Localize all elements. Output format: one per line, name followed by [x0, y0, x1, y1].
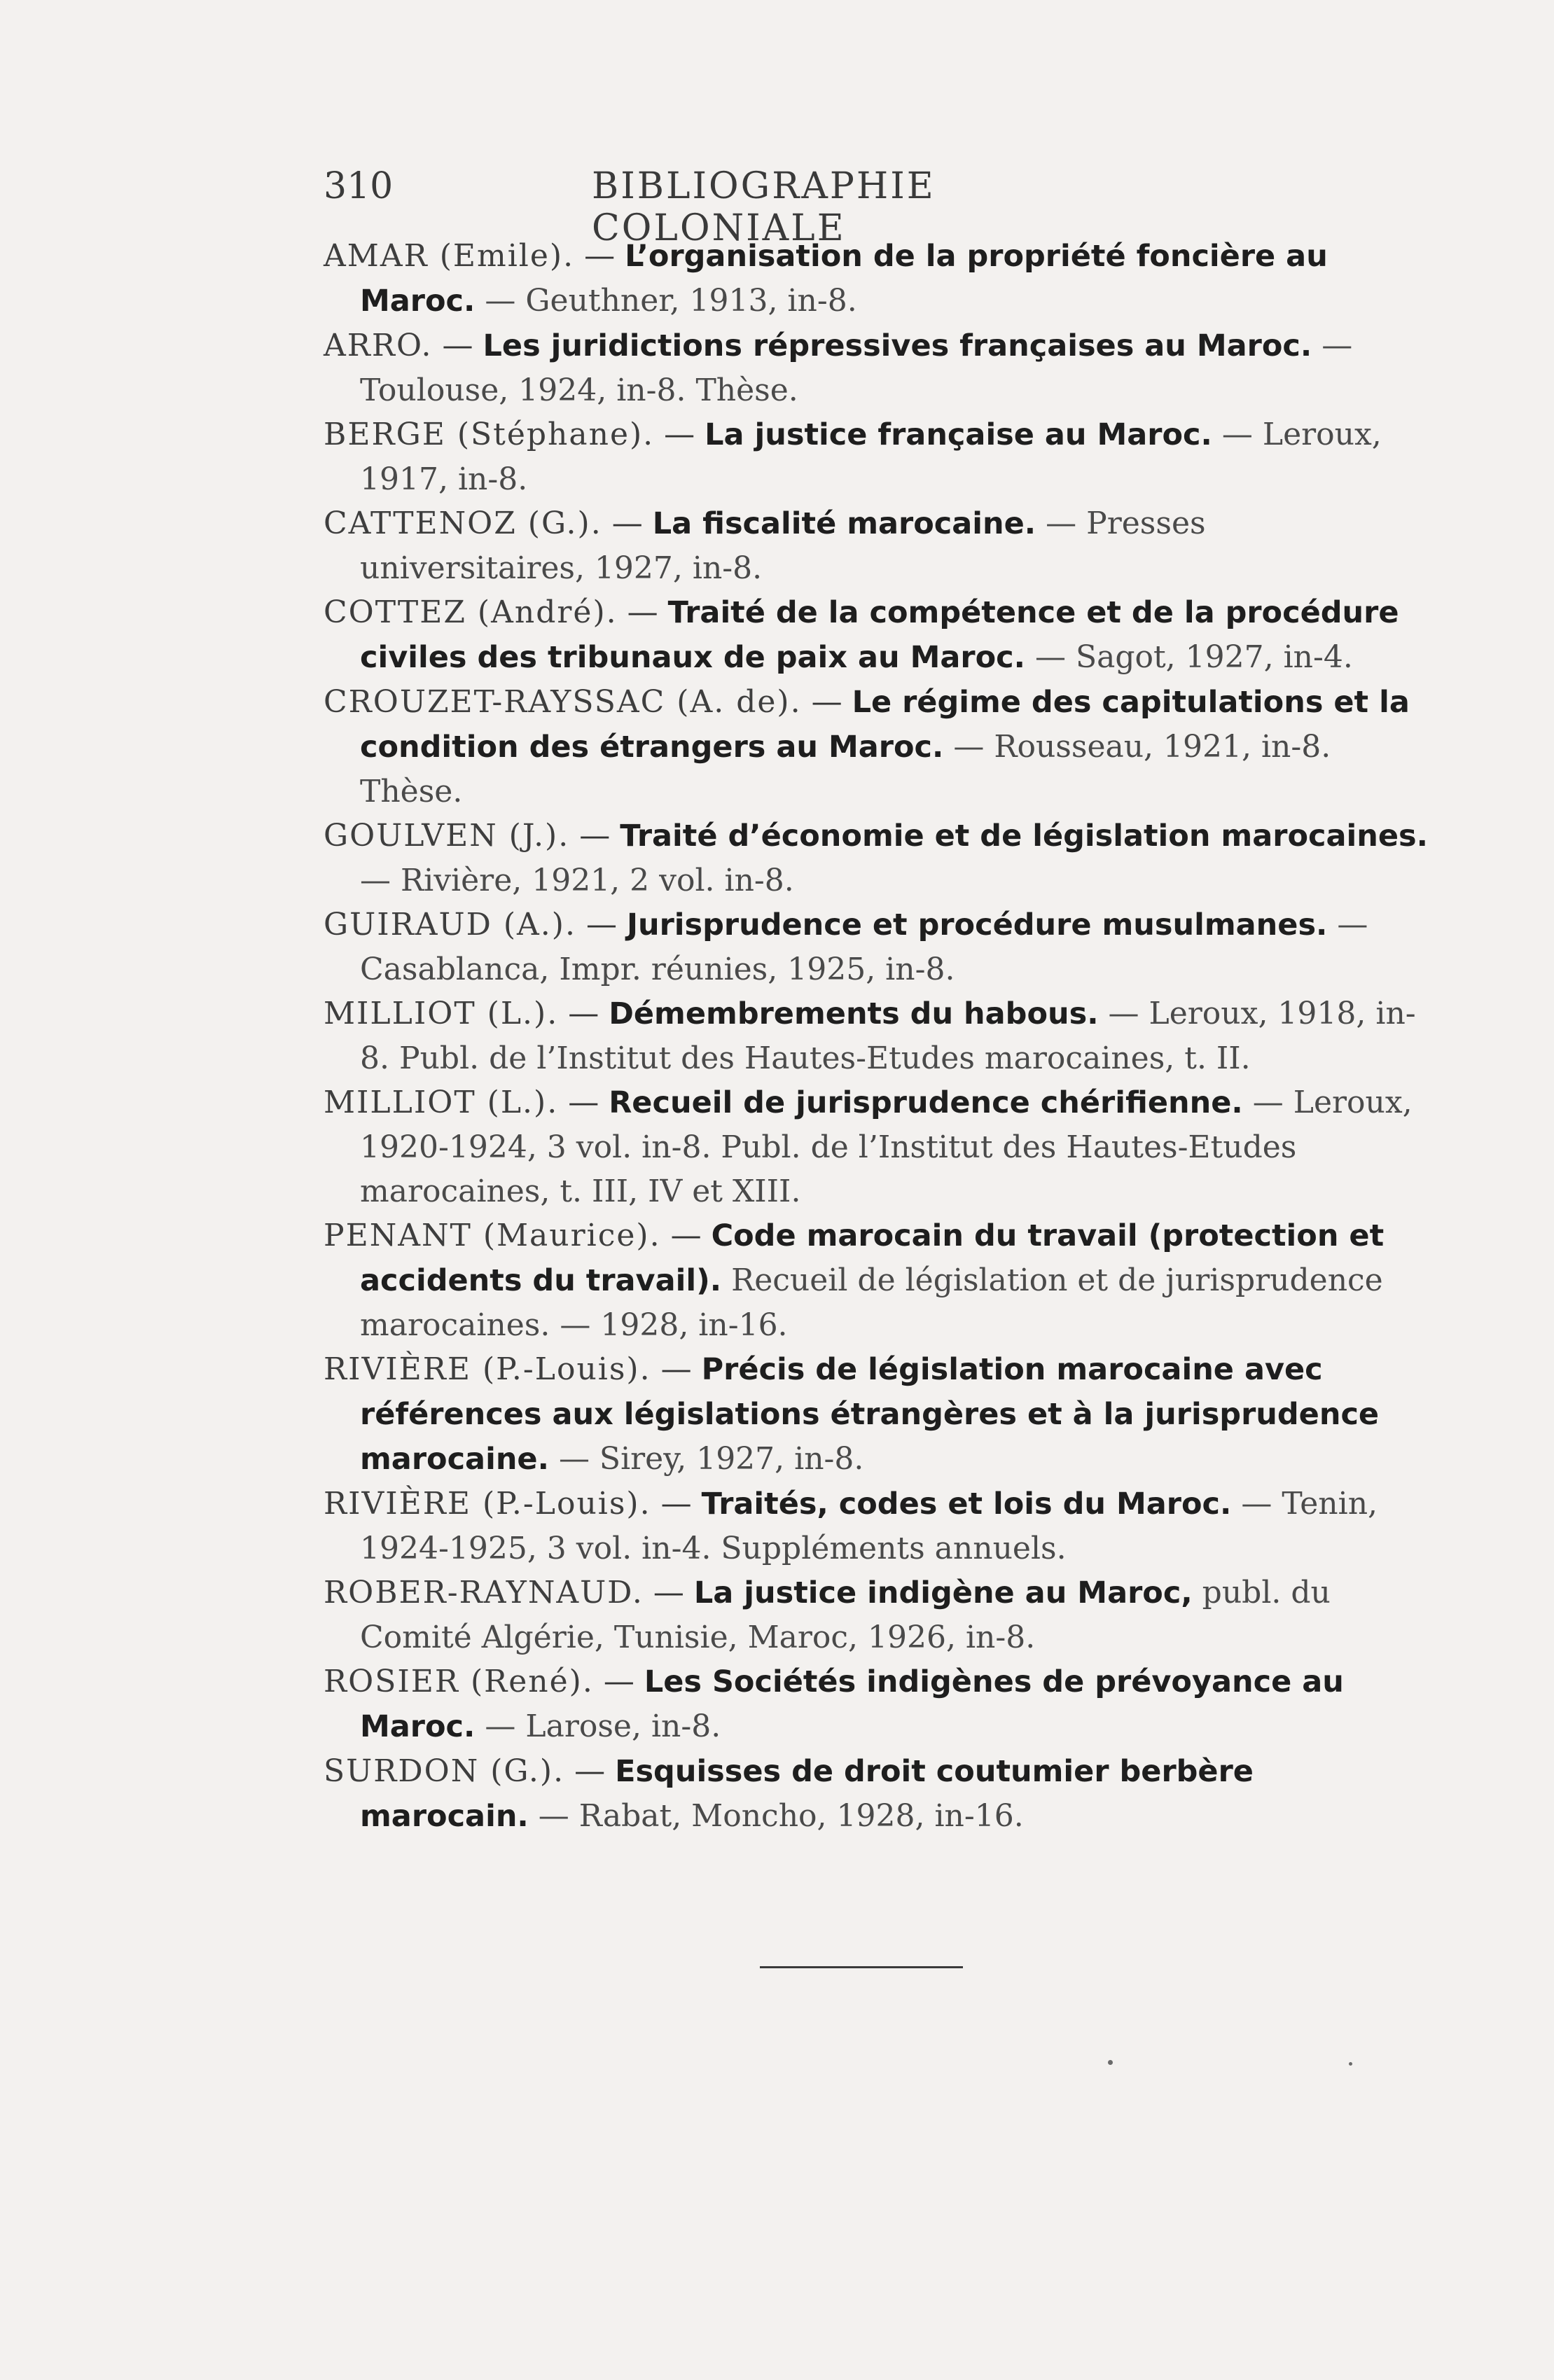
entry-author: MILLIOT (L.). [324, 1085, 559, 1120]
bibliography-entry [324, 1749, 1430, 1839]
bibliography-entry [324, 234, 1430, 323]
entry-author: RIVIÈRE (P.-Louis). [324, 1351, 651, 1387]
entry-author: COTTEZ (André). [324, 594, 618, 630]
entry-title: Traité d’économie et de législation marocaines. [620, 819, 1428, 854]
bibliography-entry [324, 1080, 1430, 1213]
entry-title: Démembrements du habous. [609, 996, 1099, 1031]
entry-title: La fiscalité marocaine. [652, 506, 1036, 541]
page-header [324, 153, 1164, 249]
entry-details: — Rousseau, 1921, in-8. Thèse. [360, 729, 1331, 809]
bibliography-entry [324, 814, 1430, 903]
entry-details: publ. du Comité Algérie, Tunisie, Maroc, 1926, in-8. [360, 1575, 1331, 1655]
entry-details: — Presses universitaires, 1927, in-8. [360, 506, 1206, 586]
entry-author: CATTENOZ (G.). [324, 506, 602, 541]
entry-dash: — [579, 818, 611, 854]
bibliography-entry [324, 1347, 1430, 1482]
entry-author: SURDON (G.). [324, 1753, 565, 1789]
bibliography-entry [324, 1482, 1430, 1571]
entry-author: RIVIÈRE (P.-Louis). [324, 1486, 651, 1522]
entry-details: — Casablanca, Impr. réunies, 1925, in-8. [360, 907, 1368, 987]
entry-dash: — [653, 1575, 684, 1610]
entry-author: MILLIOT (L.). [324, 996, 559, 1031]
entry-title: Les juridictions répressives françaises au Maroc. [483, 328, 1312, 363]
entry-title: Traité de la compétence et de la procédure civiles des tribunaux de paix au Maroc. [360, 595, 1399, 675]
entry-details: — Rivière, 1921, 2 vol. in-8. [360, 863, 794, 898]
entry-title: Recueil de jurisprudence chérifienne. [609, 1085, 1243, 1120]
entry-author: GUIRAUD (A.). [324, 907, 576, 942]
entry-details: — Toulouse, 1924, in-8. Thèse. [360, 328, 1353, 408]
bibliography-entry [324, 991, 1430, 1080]
entry-dash: — [660, 1351, 692, 1387]
page-number: 310 [324, 165, 394, 207]
entry-title: L’organisation de la propriété foncière au Maroc. [360, 239, 1328, 319]
entry-author: ROBER-RAYNAUD. [324, 1575, 644, 1610]
bibliography-entry [324, 1571, 1430, 1659]
bibliography-list [324, 234, 1430, 1839]
entry-author: BERGE (Stéphane). [324, 417, 655, 452]
entry-dash: — [574, 1753, 606, 1789]
ink-speck [1349, 2062, 1352, 2066]
entry-details: — Sagot, 1927, in-4. [1034, 639, 1353, 675]
bibliography-entry [324, 1213, 1430, 1347]
bibliography-entry [324, 1659, 1430, 1749]
entry-title: Jurisprudence et procédure musulmanes. [626, 907, 1328, 942]
entry-dash: — [568, 1085, 599, 1120]
ink-speck [1108, 2060, 1113, 2065]
entry-title: Code marocain du travail (protection et accidents du travail). [360, 1218, 1385, 1298]
bibliography-entry [324, 412, 1430, 501]
entry-dash: — [584, 238, 616, 274]
entry-details: — Leroux, 1917, in-8. [360, 417, 1382, 497]
entry-dash: — [611, 506, 643, 541]
entry-dash: — [568, 996, 599, 1031]
entry-details: — Geuthner, 1913, in-8. [485, 283, 857, 319]
entry-author: PENANT (Maurice). [324, 1218, 661, 1253]
entry-title: Esquisses de droit coutumier berbère marocain. [360, 1754, 1254, 1834]
entry-dash: — [660, 1486, 692, 1522]
running-title: BIBLIOGRAPHIE COLONIALE [592, 165, 936, 249]
entry-dash: — [603, 1664, 634, 1699]
entry-details: — Leroux, 1920-1924, 3 vol. in-8. Publ. de l’Institut des Hautes-Etudes marocaines, t. III, IV et XIII. [360, 1085, 1413, 1209]
bibliography-entry [324, 501, 1430, 590]
entry-author: AMAR (Emile). [324, 238, 575, 274]
entry-author: GOULVEN (J.). [324, 818, 570, 854]
entry-author: ROSIER (René). [324, 1664, 594, 1699]
bibliography-entry [324, 323, 1430, 412]
entry-dash: — [811, 684, 842, 720]
entry-title: Précis de législation marocaine avec références aux législations étrangères et à la jurisprudence marocaine. [360, 1352, 1380, 1477]
entry-dash: — [585, 907, 617, 942]
bibliography-entry [324, 680, 1430, 814]
entry-dash: — [627, 594, 658, 630]
entry-details: — Sirey, 1927, in-8. [558, 1441, 864, 1477]
entry-details: — Larose, in-8. [485, 1709, 721, 1744]
entry-details: — Rabat, Moncho, 1928, in-16. [538, 1798, 1024, 1834]
entry-details: — Leroux, 1918, in-8. Publ. de l’Institut des Hautes-Etudes marocaines, t. II. [360, 996, 1416, 1076]
entry-title: La justice française au Maroc. [705, 417, 1212, 452]
bibliography-entry [324, 590, 1430, 680]
entry-title: Traités, codes et lois du Maroc. [701, 1487, 1232, 1522]
entry-title: Les Sociétés indigènes de prévoyance au Maroc. [360, 1664, 1344, 1744]
entry-author: ARRO. [324, 328, 433, 363]
entry-title: Le régime des capitulations et la condition des étrangers au Maroc. [360, 685, 1410, 765]
entry-details: — Tenin, 1924-1925, 3 vol. in-4. Suppléments annuels. [360, 1486, 1378, 1566]
entry-title: La justice indigène au Maroc, [693, 1575, 1193, 1610]
bibliography-entry [324, 903, 1430, 991]
closing-rule [760, 1966, 963, 1968]
entry-dash: — [664, 417, 695, 452]
entry-author: CROUZET-RAYSSAC (A. de). [324, 684, 802, 720]
entry-dash: — [442, 328, 473, 363]
entry-dash: — [670, 1218, 702, 1253]
entry-details: Recueil de législation et de jurisprudence marocaines. — 1928, in-16. [360, 1262, 1383, 1343]
